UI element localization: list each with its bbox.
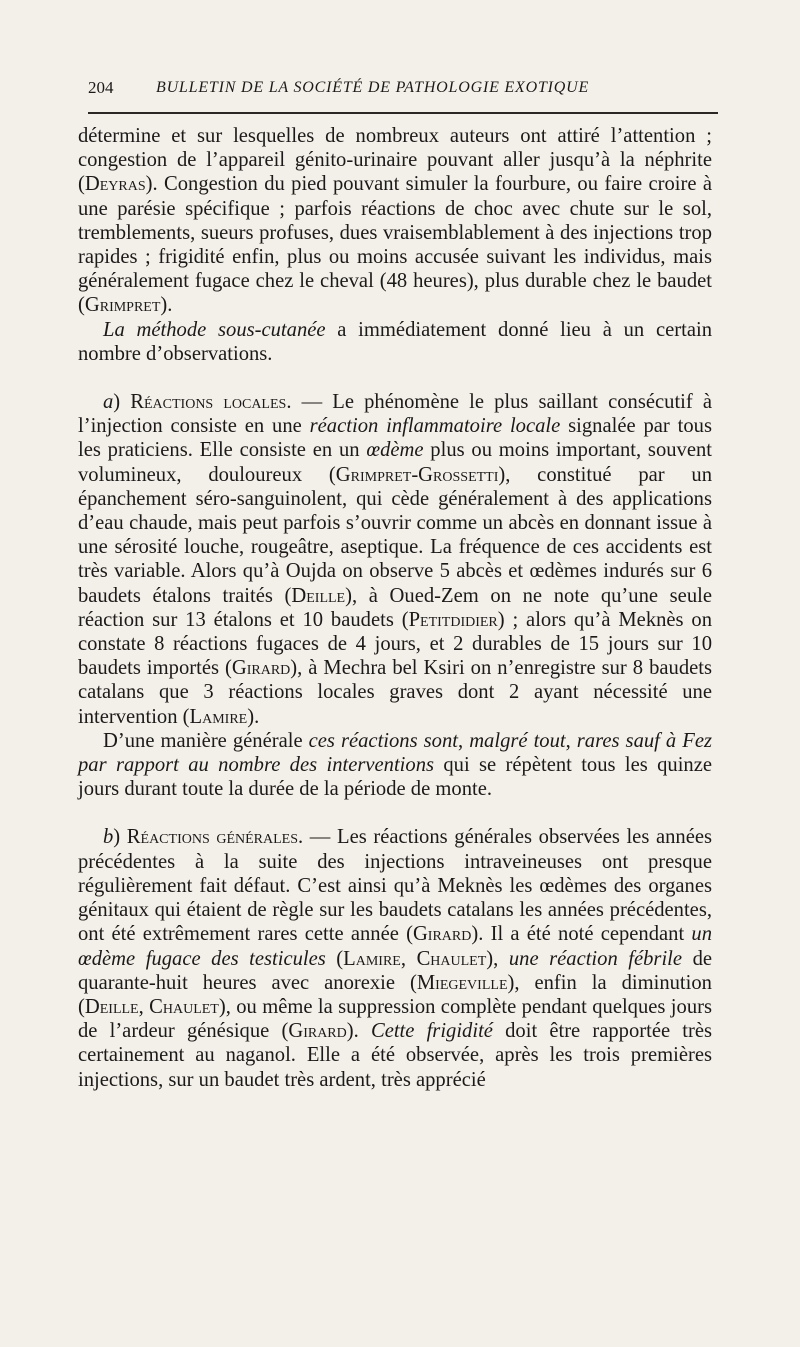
emphasis-text: une réaction fébrile — [508, 947, 683, 970]
paragraph — [78, 124, 712, 318]
emphasis-text: rares sauf à Fez par rapport au nombre des interventions — [78, 729, 712, 777]
text-run: ). Congestion du pied pouvant simuler la fourbure, ou faire croire à une parésie spécifique ; parfois réactions de choc avec chute sur le sol, tremblements, sueurs profuses, dues vraisemblablement à des injections trop rapides ; frigidité enfin, plus ou moins accusée suivant les individus, mais généralement fugace chez le cheval (48 heures), plus durable chez le baudet ( — [78, 173, 712, 317]
text-run: ) — [113, 826, 127, 849]
text-run: , — [565, 729, 577, 752]
emphasis-text: œdème — [366, 439, 424, 462]
text-run: ), ou même la suppression complète pendant quelques jours de l’ardeur génésique ( — [78, 995, 712, 1043]
author-name: Grimpret — [84, 294, 161, 317]
page-header — [88, 76, 718, 116]
body-text — [78, 124, 712, 1092]
text-run: de quarante-huit heures avec anorexie ( — [78, 947, 713, 994]
author-name: Miegeville — [416, 971, 508, 994]
author-name: Deille — [84, 995, 139, 1018]
emphasis-text: b — [103, 826, 114, 849]
text-run: qui se répètent tous les quinze jours durant toute la durée de la période de monte. — [78, 754, 712, 801]
author-name: Deille — [291, 584, 346, 607]
text-run: ), à Oued-Zem on ne note qu’une seule réaction sur 13 étalons et 10 baudets ( — [78, 584, 712, 631]
emphasis-text: ces réactions sont — [308, 729, 458, 752]
text-run: a immédiatement donné lieu à un certain nombre d’observations. — [78, 318, 712, 365]
author-name: Girard — [288, 1020, 347, 1043]
text-run: ). — [160, 294, 173, 317]
text-run: plus ou moins important, souvent volumineux, douloureux ( — [78, 439, 712, 486]
text-run: . — Les réactions générales observées les années précédentes à la suite des injections intraveineuses ont presque régulièrement fait défaut. C’est ainsi qu’à Meknès les œdèmes des organes génitaux qui étaient de règle sur les baudets catalans les années précédentes, ont été extrêmement rares cette année ( — [78, 826, 712, 946]
text-run: ), constitué par un épanchement séro-sanguinolent, qui cède généralement à des applications d’eau chaude, mais peut parfois s’ouvrir comme un abcès en donnant issue à une sérosité louche, rougeâtre, aseptique. La fréquence de ces accidents est très variable. Alors qu’à Oujda on observe 5 abcès et œdèmes indurés sur 6 baudets étalons traités ( — [78, 463, 712, 607]
text-run: détermine et sur lesquelles de nombreux auteurs ont attiré l’attention ; congestion de l’appareil génito-urinaire pouvant aller jusqu’à la néphrite ( — [78, 125, 712, 196]
text-run: ). Il a été noté cependant — [471, 923, 692, 946]
emphasis-text: un œdème fugace des testicules — [78, 923, 712, 970]
emphasis-text: La méthode sous-cutanée — [103, 318, 326, 341]
emphasis-text: Cette frigidité — [370, 1020, 493, 1043]
author-name: Grimpret-Grossetti — [335, 463, 499, 486]
text-run: ). — [346, 1020, 371, 1043]
text-run: ( — [325, 947, 344, 970]
author-name: Réactions locales — [130, 391, 287, 414]
text-run: signalée par tous les praticiens. Elle consiste en un — [78, 415, 712, 462]
text-run: ), — [486, 947, 509, 970]
text-run: ). — [247, 705, 260, 728]
author-name: Lamire — [189, 705, 248, 728]
paragraph — [78, 729, 712, 802]
emphasis-text: réaction inflammatoire locale — [309, 415, 561, 438]
text-run: ) ; alors qu’à Meknès on constate 8 réactions fugaces de 4 jours, et 2 durables de 15 jours sur 10 baudets importés ( — [78, 608, 713, 680]
emphasis-text: malgré tout — [469, 729, 566, 752]
text-run: doit être rapportée très certainement au naganol. Elle a été observée, après les trois premières injections, sur un baudet très ardent, très apprécié — [78, 1020, 713, 1091]
emphasis-text: a — [103, 391, 114, 414]
paragraph — [78, 390, 712, 729]
author-name: Chaulet — [416, 947, 487, 970]
author-name: Chaulet — [149, 995, 219, 1018]
author-name: Réactions générales — [126, 826, 299, 849]
text-run: ), enfin la diminution ( — [78, 971, 712, 1018]
text-run: ) — [113, 391, 131, 414]
author-name: Lamire — [343, 947, 401, 970]
paragraph — [78, 825, 712, 1091]
running-title: BULLETIN DE LA SOCIÉTÉ DE PATHOLOGIE EXOTIQUE — [156, 79, 590, 96]
text-run: D’une manière générale — [103, 729, 309, 752]
page-number: 204 — [88, 78, 114, 97]
author-name: Petitdidier — [408, 608, 498, 631]
text-run: , — [138, 995, 150, 1018]
paragraph — [78, 318, 712, 366]
text-run: ), à Mechra bel Ksiri on n’enregistre sur 8 baudets catalans que 3 réactions locales graves dont 2 ayant nécessité une intervention ( — [78, 657, 712, 728]
author-name: Girard — [412, 923, 472, 946]
text-run: , — [400, 947, 417, 970]
author-name: Deyras — [84, 173, 146, 196]
text-run: . — Le phénomène le plus saillant consécutif à l’injection consiste en une — [78, 391, 712, 438]
header-rule — [88, 112, 718, 114]
author-name: Girard — [231, 657, 291, 680]
text-run: , — [458, 729, 470, 752]
